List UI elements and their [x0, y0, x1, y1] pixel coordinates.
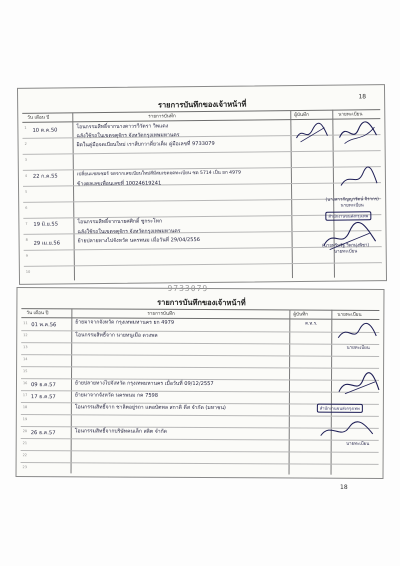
header-registrar: นายทะเบียน	[338, 112, 363, 118]
entry-line: เปลี่ยนแชสเซอร์ จดจากเลขเบียนใหม่สีมีสมเขตจดทะเบียน ซต 5714 เป็น ยก 4979	[76, 170, 241, 178]
entry-line: โอนกรรมสิทธิ์จากนางดาวรวีวัตรา วิพแดง	[76, 123, 169, 131]
footer-page-number: 18	[340, 484, 348, 491]
entry-line: ย้ายมาจากจังหวัด กรุงเทพมหานคร ยก 4979	[75, 319, 175, 326]
serial-number: 9733079	[167, 283, 209, 294]
entry-line: โอนกรรมสิทธิ์จากนายศศิกดิ์ ชูกระโทก	[77, 218, 163, 226]
row-number: 1	[24, 125, 27, 130]
entry-line: โอนกรรมสิทธิ์จาก นายหนูเมือ ดวงพล	[75, 332, 158, 339]
row-rule	[21, 366, 379, 369]
row-number: 17	[22, 393, 28, 398]
row-rule	[21, 354, 379, 357]
header-entry: รายการบันทึก	[148, 114, 176, 120]
row-number: 16	[22, 381, 28, 386]
entry-date: 26 ธ.ค.57	[30, 430, 56, 437]
row-number: 21	[22, 441, 28, 446]
header-registrant: ผู้บันทึก	[294, 112, 309, 119]
bottom-record-sheet	[16, 283, 385, 479]
entry-line: ผิดในคู่มือจดเบียนใหม่ เราสืบกวาดี่ยวเต็ม คู่มือเลขที่ 9733079	[76, 140, 215, 149]
row-number: 10	[25, 269, 31, 274]
office-stamp: สำนักงานขนส่งกรุงเทพ	[325, 211, 371, 220]
entry-date: 22 ก.ค.55	[32, 173, 58, 180]
entry-date: 09 ธ.ค.57	[30, 382, 56, 389]
sheet-title: รายการบันทึกของเจ้าหน้าที่	[157, 297, 246, 308]
row-rule	[21, 462, 379, 465]
row-number: 13	[23, 345, 28, 350]
row-number: 11	[23, 321, 28, 326]
registrar-signature	[336, 117, 380, 147]
row-number: 6	[25, 205, 28, 210]
entry-line: ย้ายปลายทางไปจังหวัด กรุงเทพมหานคร เมื่อวันที่ 09/12/2557	[74, 380, 214, 388]
row-number: 3	[24, 157, 27, 162]
officer-name: (นางสาวกัญญารัตน์ จิรากร)	[325, 197, 379, 203]
row-number: 19	[22, 417, 28, 422]
row-rule	[24, 262, 382, 267]
officer-name: (นายทรัทรัฐ วิพามุ่งพิชา)	[322, 243, 370, 249]
top-record-sheet	[17, 84, 387, 285]
row-number: 23	[22, 465, 27, 470]
page-number: 18	[358, 93, 367, 101]
entry-line: โอนกรรมสิทธิ์จากบริษัทคนเล็ก สลิต จำกัด	[74, 428, 167, 435]
entry-line: ย้ายมาจากจังหวัด นครพนม กค 7598	[74, 392, 159, 399]
entry-date: 01 พ.ค.56	[31, 322, 57, 329]
row-number: 12	[23, 333, 28, 338]
header-registrar: นายทะเบียน	[337, 312, 362, 318]
entry-line: ข้างตลเลขเพื่อนเลขที่ 10024619241	[76, 180, 162, 188]
row-rule	[21, 450, 379, 453]
row-number: 2	[24, 141, 27, 146]
entry-line: ย้ายปลายทางไปจังหวัด นครพนม เมื่อวันที่ 29/04/2556	[77, 237, 201, 245]
registrant-signature	[294, 120, 330, 146]
entry-date: 29 เม.ย.56	[33, 240, 61, 247]
row-rule	[23, 150, 381, 155]
row-number: 8	[25, 237, 28, 242]
row-number: 20	[22, 429, 28, 434]
registrar-signature	[337, 163, 381, 193]
registrar-signature	[317, 418, 377, 444]
header-registrant: ผู้บันทึก	[293, 312, 308, 318]
officer-title: นายทะเบียน	[340, 203, 364, 209]
entry-date: 17 ธ.ค.57	[30, 394, 56, 401]
officer-title: นายทะเบียน	[346, 345, 370, 351]
row-number: 7	[25, 221, 28, 226]
entry-date: 19 มิ.ย.55	[33, 221, 59, 228]
row-rule	[21, 414, 379, 417]
row-number: 22	[22, 453, 27, 458]
office-stamp: สำนักงานขนส่งกรุงเทพ	[317, 404, 363, 413]
row-number: 18	[22, 405, 28, 410]
entry-date: 10 ต.ค.50	[32, 127, 58, 134]
registrant-note: ต.ท.ร.	[305, 321, 318, 327]
registrar-signature	[335, 318, 379, 346]
row-number: 9	[25, 253, 28, 258]
entry-line: ฉลังใช้รถในเขตจตุจักร จังหวัดกรุงเทพมหานคร	[77, 228, 181, 236]
sheet-title: รายการบันทึกของเจ้าหน้าที่	[157, 99, 247, 110]
registrar-signature	[335, 370, 381, 398]
header-date: วัน เดือน ปี	[27, 115, 50, 121]
row-number: 5	[25, 189, 28, 194]
entry-line: ฉลังใช้รถในเขตจตุจักร จังหวัดกรุงเทพมหานคร	[76, 132, 180, 140]
header-date: วัน เดือน ปี	[26, 311, 49, 317]
entry-line: โอนกรรมสิทธิ์จาก ชาลิตอยู่รถา แตอบัตพล สกาดิ ดีส จำกัด (มหาชน)	[74, 404, 226, 412]
row-rule	[21, 342, 379, 345]
header-entry: รายการบันทึก	[147, 311, 175, 317]
officer-title: นายทะเบียน	[346, 441, 370, 447]
row-number: 15	[23, 369, 28, 374]
row-number: 4	[24, 173, 28, 178]
officer-title: นายทะเบียน	[334, 249, 358, 255]
row-number: 14	[23, 357, 28, 362]
